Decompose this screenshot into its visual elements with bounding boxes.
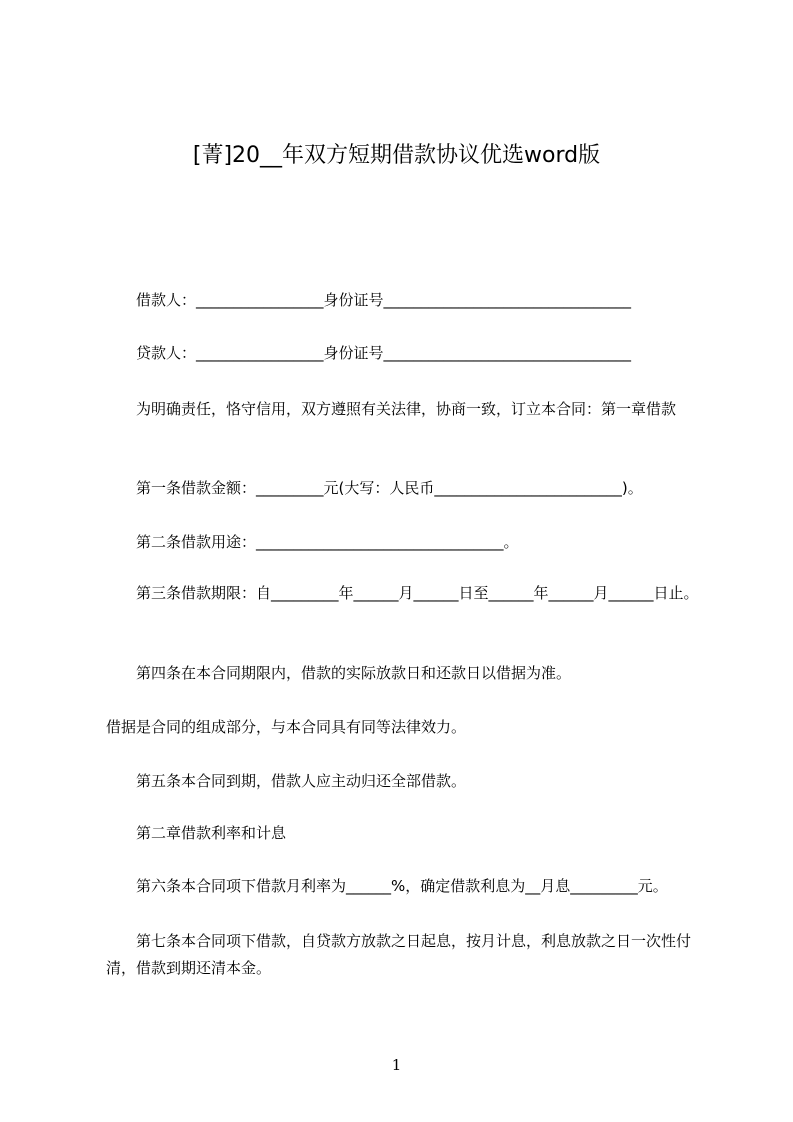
article-7-interest-calc: 第七条本合同项下借款，自贷款方放款之日起息，按月计息，利息放款之日一次性付清，借款到期还清本金。 (106, 932, 692, 977)
page-number: 1 (391, 1056, 402, 1074)
lender-line: 贷款人：_________________身份证号_________________________________ (136, 344, 632, 362)
article-1-amount: 第一条借款金额：_________元(大写：人民币_________________________)。 (136, 479, 643, 497)
article-6-interest-rate: 第六条本合同项下借款月利率为______%，确定借款利息为__月息_________元。 (136, 877, 668, 895)
article-5-repayment: 第五条本合同到期，借款人应主动归还全部借款。 (136, 772, 467, 790)
article-2-purpose: 第二条借款用途：_________________________________。 (136, 533, 519, 551)
preamble-paragraph: 为明确责任，恪守信用，双方遵照有关法律，协商一致，订立本合同：第一章借款 (136, 400, 677, 418)
article-3-term: 第三条借款期限：自_________年______月______日至______年______月______日止。 (136, 584, 699, 602)
receipt-clause: 借据是合同的组成部分，与本合同具有同等法律效力。 (106, 718, 467, 736)
borrower-line: 借款人：_________________身份证号_________________________________ (136, 291, 632, 309)
chapter-2-heading: 第二章借款利率和计息 (136, 824, 287, 842)
article-4-dates: 第四条在本合同期限内，借款的实际放款日和还款日以借据为准。 (136, 664, 572, 682)
document-title: [菁]20__年双方短期借款协议优选word版 (192, 143, 601, 168)
